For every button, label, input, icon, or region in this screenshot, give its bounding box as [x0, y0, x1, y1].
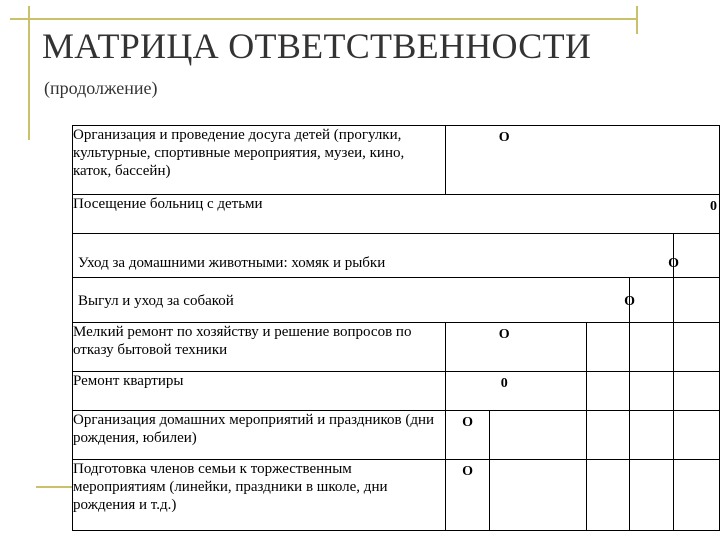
empty-cell: [630, 411, 674, 460]
decor-line-bottom: [36, 486, 72, 488]
empty-cell: [630, 278, 674, 323]
page-subtitle: (продолжение): [44, 78, 158, 98]
table-row: [73, 234, 720, 278]
mark-cell: О: [445, 126, 719, 195]
table-row: [73, 278, 720, 323]
decor-line-right: [636, 6, 638, 34]
mark-value: О: [624, 294, 635, 309]
empty-cell: [630, 323, 674, 372]
task-cell: Уход за домашними животными: хомяк и рыбки О: [73, 234, 674, 278]
mark-cell: 0: [445, 372, 586, 411]
mark-cell: О: [445, 323, 586, 372]
responsibility-matrix: [72, 125, 720, 531]
table-row: [73, 411, 720, 460]
task-cell: Посещение больниц с детьми 0: [73, 195, 720, 234]
table-row: [73, 372, 720, 411]
empty-cell: [674, 372, 720, 411]
task-cell: Организация и проведение досуга детей (прогулки, культурные, спортивные мероприятия, музеи, кино, каток, бассейн): [73, 126, 446, 195]
empty-cell: [490, 411, 587, 460]
empty-cell: [630, 372, 674, 411]
mark-value: 0: [710, 199, 717, 214]
mark-value: О: [668, 256, 679, 271]
mark-cell: О: [445, 411, 490, 460]
task-cell: Мелкий ремонт по хозяйству и решение вопросов по отказу бытовой техники: [73, 323, 446, 372]
decor-line-top: [10, 18, 638, 20]
empty-cell: [586, 372, 629, 411]
table-row: [73, 460, 720, 531]
empty-cell: [586, 323, 629, 372]
decor-line-left: [28, 6, 30, 140]
empty-cell: [630, 460, 674, 531]
empty-cell: [586, 411, 629, 460]
empty-cell: [490, 460, 587, 531]
empty-cell: [674, 411, 720, 460]
empty-cell: [586, 460, 629, 531]
page-title: МАТРИЦА ОТВЕТСТВЕННОСТИ: [42, 26, 592, 66]
task-cell: Ремонт квартиры: [73, 372, 446, 411]
task-cell: Выгул и уход за собакой О: [73, 278, 630, 323]
mark-cell: О: [445, 460, 490, 531]
empty-cell: [674, 460, 720, 531]
table-row: [73, 126, 720, 195]
empty-cell: [674, 323, 720, 372]
table-row: [73, 323, 720, 372]
task-cell: Организация домашних мероприятий и праздников (дни рождения, юбилеи): [73, 411, 446, 460]
table-row: [73, 195, 720, 234]
empty-cell: [674, 234, 720, 278]
empty-cell: [674, 278, 720, 323]
task-cell: Подготовка членов семьи к торжественным мероприятиям (линейки, праздники в школе, дни рождения и т.д.): [73, 460, 446, 531]
